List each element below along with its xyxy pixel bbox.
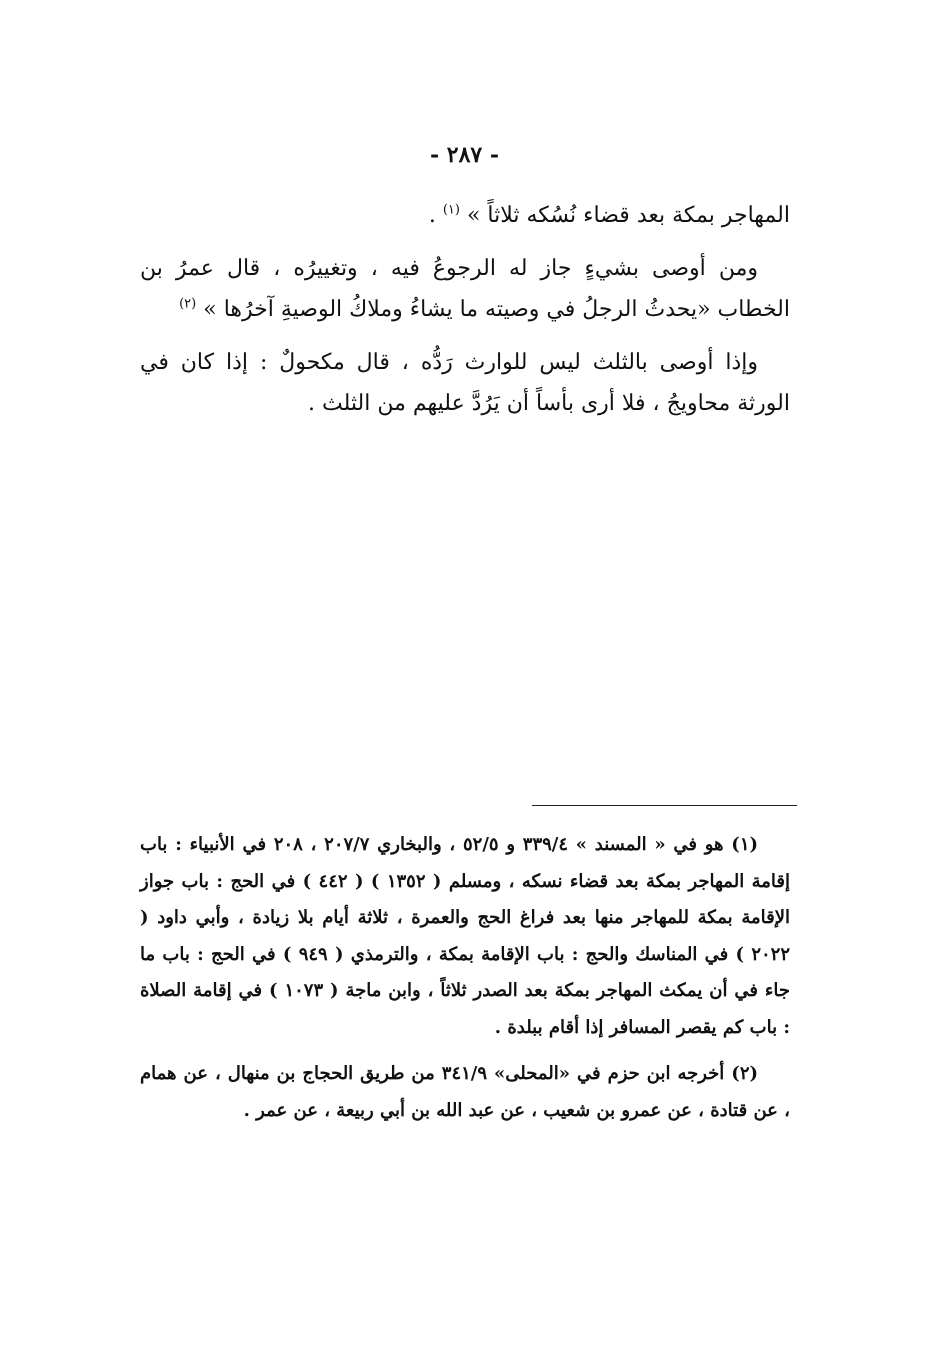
paragraph-continuation <box>140 195 790 236</box>
paragraph-text: وإذا أوصى بالثلث ليس للوارث رَدُّه ، قال مكحولٌ : إذا كان في الورثة محاويجُ ، فلا أرى بأساً أن يَرُدَّ عليهم من الثلث . <box>140 350 790 416</box>
page-number: - ٢٨٧ - <box>429 142 500 168</box>
footnote-ref-1: (١) <box>442 202 460 218</box>
paragraph-third-bequest <box>140 342 790 424</box>
footnotes <box>140 827 790 1139</box>
paragraph-text: ومن أوصى بشيءٍ جاز له الرجوعُ فيه ، وتغييرُه ، قال عمرُ بن الخطاب «يحدثُ الرجلُ في وصيته ما يشاءُ وملاكُ الوصيةِ آخرُها » <box>140 256 790 322</box>
footnote-separator <box>532 805 797 806</box>
footnote-ref-2: (٢) <box>179 296 197 312</box>
footnote-1: (١) هو في « المسند » ٣٣٩/٤ و ٥٢/٥ ، والبخاري ٢٠٧/٧ ، ٢٠٨ في الأنبياء : باب إقامة المهاجر بمكة بعد قضاء نسكه ، ومسلم ( ١٣٥٢ ) ( ٤٤٢ ) في الحج : باب جواز الإقامة بمكة للمهاجر منها بعد فراغ الحج والعمرة ، ثلاثة أيام بلا زيادة ، وأبي داود ( ٢٠٢٢ ) في المناسك والحج : باب الإقامة بمكة ، والترمذي ( ٩٤٩ ) في الحج : باب ما جاء في أن يمكث المهاجر بمكة بعد الصدر ثلاثاً ، وابن ماجة ( ١٠٧٣ ) في إقامة الصلاة : باب كم يقصر المسافر إذا أقام ببلدة . <box>140 834 790 1038</box>
footnote-2: (٢) أخرجه ابن حزم في «المحلى» ٣٤١/٩ من طريق الحجاج بن منهال ، عن همام ، عن قتادة ، عن عمرو بن شعيب ، عن عبد الله بن أبي ربيعة ، عن عمر . <box>140 1063 790 1121</box>
main-text <box>140 195 790 436</box>
paragraph-bequest-revocation <box>140 248 790 330</box>
paragraph-text: المهاجر بمكة بعد قضاء نُسُكه ثلاثاً » <box>466 203 790 228</box>
paragraph-tail: . <box>428 203 443 228</box>
